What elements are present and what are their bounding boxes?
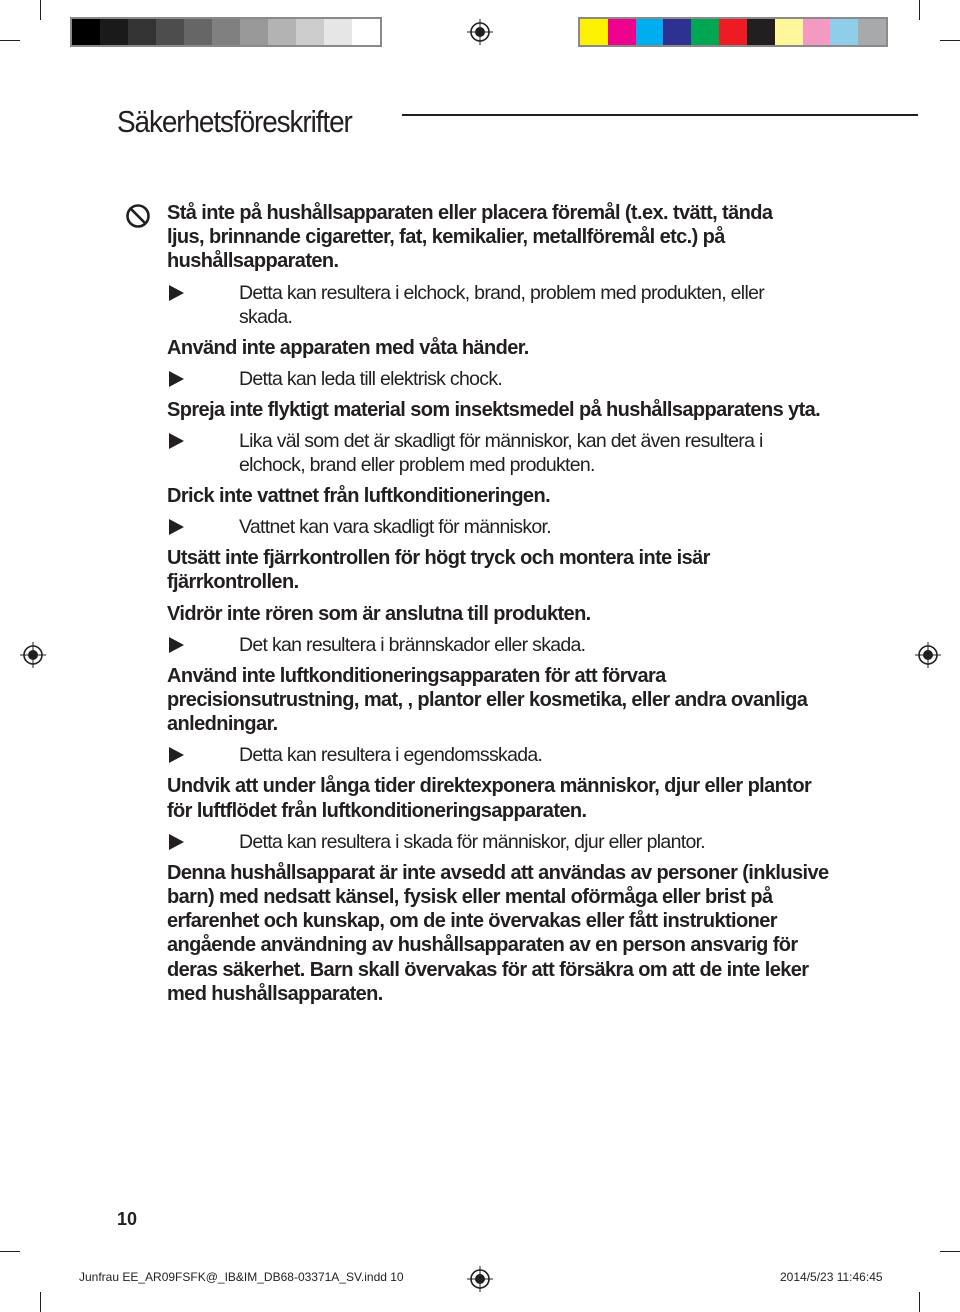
warning-line: erfarenhet och kunskap, om de inte övervakas eller fått instruktioner [167,910,777,933]
warning-line: för luftflödet från luftkonditioneringsapparaten. [167,799,587,822]
warning-line: fjärrkontrollen. [167,571,299,594]
triangle-arrow-icon [169,747,184,763]
triangle-arrow-icon [169,433,184,449]
warning-line: Undvik att under långa tider direktexponera människor, djur eller plantor [167,775,812,798]
warning-text [167,398,847,422]
crop-mark [940,1251,960,1252]
consequence-line: Vattnet kan vara skadligt för människor. [239,516,551,539]
footer-timestamp: 2014/5/23 11:46:45 [780,1270,883,1284]
crop-mark [0,1251,20,1252]
warning-line: ljus, brinnande cigaretter, fat, kemikalier, metallföremål etc.) på [167,226,725,249]
color-swatch [100,19,128,45]
triangle-arrow-icon [169,637,184,653]
warning-line: Vidrör inte rören som är anslutna till produkten. [167,602,591,625]
registration-mark-icon [20,642,46,668]
warning-line: Denna hushållsapparat är inte avsedd att användas av personer (inklusive [167,861,829,884]
consequence-note [167,633,847,657]
process-color-bar [578,17,888,47]
consequence-line: elchock, brand eller problem med produkten. [239,454,595,477]
warning-line: Drick inte vattnet från luftkonditioneringen. [167,485,551,508]
warning-line: precisionsutrustning, mat, , plantor eller kosmetika, eller andra ovanliga [167,689,808,712]
color-swatch [128,19,156,45]
color-swatch [663,19,691,45]
crop-mark [40,0,41,20]
warning-line: Spreja inte flyktigt material som insektsmedel på hushållsapparatens yta. [167,398,821,421]
consequence-text [239,830,847,854]
consequence-text [239,633,847,657]
safety-warning-list [167,201,847,1013]
crop-mark [0,40,20,41]
color-swatch [296,19,324,45]
warning-line: med hushållsapparaten. [167,982,383,1005]
color-swatch [719,19,747,45]
footer-file-name: Junfrau EE_AR09FSFK@_IB&IM_DB68-03371A_SV.indd 10 [79,1270,404,1284]
consequence-note [167,367,847,391]
warning-line: Använd inte apparaten med våta händer. [167,336,529,359]
warning-line: anledningar. [167,713,278,736]
color-swatch [830,19,858,45]
color-swatch [212,19,240,45]
color-swatch [691,19,719,45]
consequence-note [167,281,847,329]
triangle-arrow-icon [169,285,184,301]
triangle-arrow-icon [169,519,184,535]
color-swatch [608,19,636,45]
warning-text [167,774,847,822]
registration-mark-icon [467,19,493,45]
consequence-text [239,515,847,539]
consequence-line: Detta kan resultera i skada för människor, djur eller plantor. [239,830,706,853]
prohibition-icon [125,203,151,229]
warning-line: Utsätt inte fjärrkontrollen för högt tryck och montera inte isär [167,547,710,570]
consequence-note [167,743,847,767]
warning-line: angående användning av hushållsapparaten av en person ansvarig för [167,934,798,957]
warning-line: Stå inte på hushållsapparaten eller placera föremål (t.ex. tvätt, tända [167,202,773,224]
page-number: 10 [117,1209,138,1229]
triangle-arrow-icon [169,834,184,850]
consequence-line: Detta kan resultera i elchock, brand, problem med produkten, eller [239,281,765,304]
consequence-line: Lika väl som det är skadligt för människor, kan det även resultera i [239,430,763,453]
color-swatch [352,19,380,45]
color-swatch [156,19,184,45]
warning-text [167,484,847,508]
warning-text [167,861,847,1006]
registration-mark-icon [467,1266,493,1292]
crop-mark [940,40,960,41]
color-swatch [580,19,608,45]
triangle-arrow-icon [169,371,184,387]
consequence-line: Det kan resultera i brännskador eller skada. [239,633,586,656]
color-swatch [72,19,100,45]
color-swatch [240,19,268,45]
warning-line: deras säkerhet. Barn skall övervakas för att försäkra om att de inte leker [167,958,809,981]
consequence-note [167,515,847,539]
crop-mark [40,1292,41,1312]
warning-text [167,546,847,594]
consequence-note [167,429,847,477]
warning-text [167,201,847,274]
consequence-note [167,830,847,854]
warning-line: hushållsapparaten. [167,250,339,273]
title-rule [402,114,918,116]
color-swatch [803,19,831,45]
warning-text [167,602,847,626]
color-swatch [858,19,886,45]
warning-text [167,336,847,360]
consequence-text [239,429,847,477]
color-swatch [324,19,352,45]
color-swatch [184,19,212,45]
color-swatch [268,19,296,45]
consequence-text [239,367,847,391]
consequence-text [239,743,847,767]
page-title: Säkerhetsföreskrifter [117,104,352,139]
crop-mark [919,0,920,20]
color-swatch [775,19,803,45]
crop-mark [919,1292,920,1312]
registration-mark-icon [915,642,941,668]
consequence-line: Detta kan leda till elektrisk chock. [239,367,503,390]
warning-line: barn) med nedsatt känsel, fysisk eller mental oförmåga eller brist på [167,886,773,909]
grayscale-color-bar [70,17,382,47]
color-swatch [636,19,664,45]
warning-line: Använd inte luftkonditioneringsapparaten för att förvara [167,664,666,687]
warning-text [167,664,847,737]
color-swatch [747,19,775,45]
consequence-text [239,281,847,329]
consequence-line: Detta kan resultera i egendomsskada. [239,744,543,767]
consequence-line: skada. [239,305,293,328]
